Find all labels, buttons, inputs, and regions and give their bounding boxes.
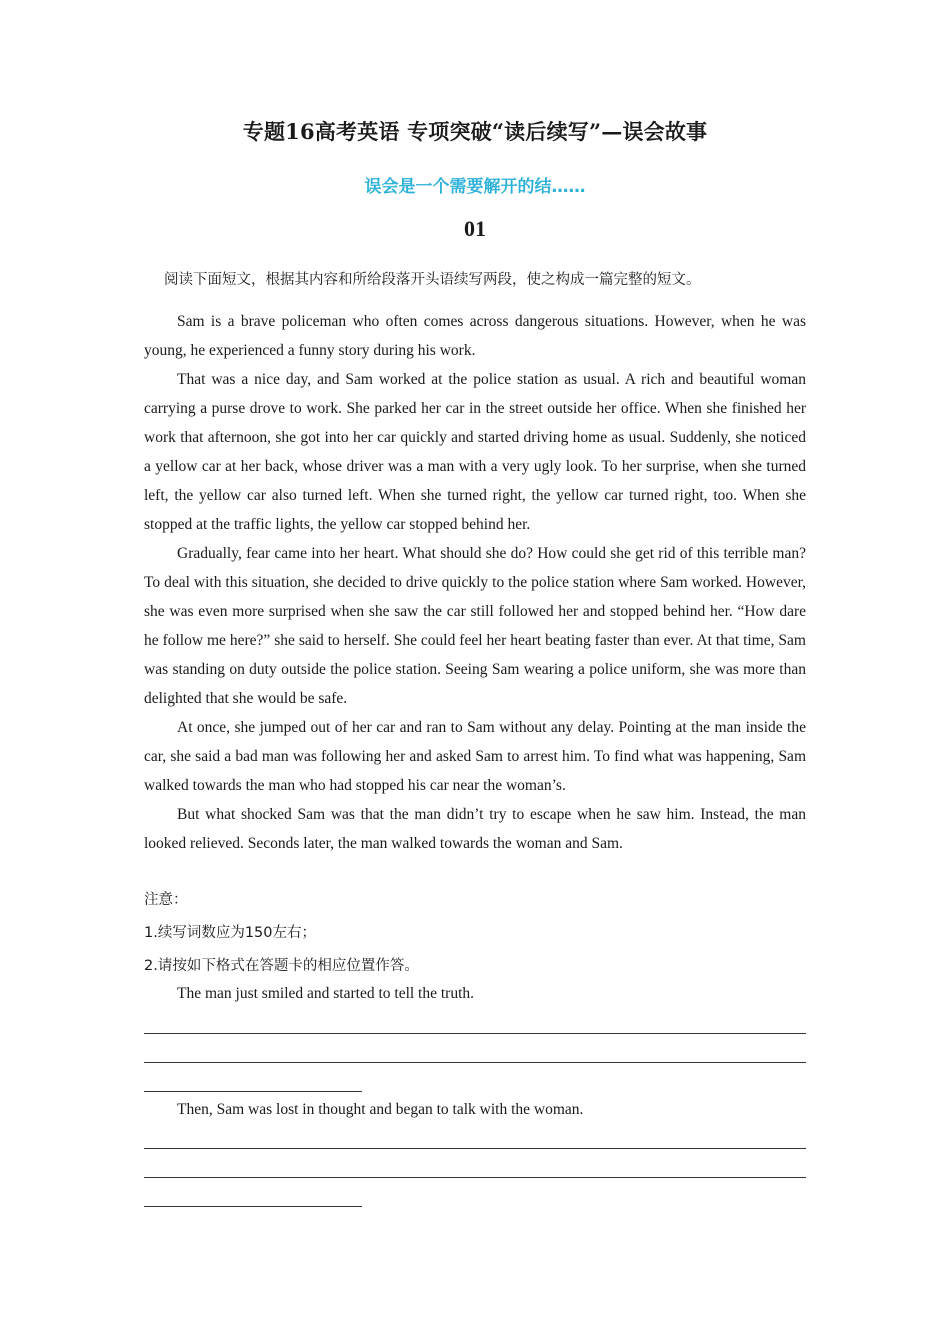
story-passage (144, 307, 806, 858)
notes-item-2: 2.请按如下格式在答题卡的相应位置作答。 (144, 958, 419, 974)
continuation-prompt-2: Then, Sam was lost in thought and began to talk with the woman. (177, 1101, 584, 1118)
task-instruction: 阅读下面短文，根据其内容和所给段落开头语续写两段，使之构成一篇完整的短文。 (164, 272, 701, 288)
continuation-prompt-1: The man just smiled and started to tell the truth. (177, 985, 475, 1002)
notes-item-1: 1.续写词数应为150左右； (144, 925, 317, 941)
document-title: 专题16高考英语 专项突破“读后续写”—误会故事 (242, 119, 708, 144)
answer-line (144, 1033, 806, 1034)
answer-line (144, 1206, 362, 1207)
story-paragraph-1: Sam is a brave policeman who often comes across dangerous situations. However, when he was young, he experienced a funny story during his work. (144, 313, 806, 359)
story-paragraph-4: At once, she jumped out of her car and ran to Sam without any delay. Pointing at the man inside the car, she said a bad man was following her and asked Sam to arrest him. To find what was happening, Sam walked towards the man who had stopped his car near the woman’s. (144, 719, 806, 794)
answer-line (144, 1177, 806, 1178)
story-paragraph-2: That was a nice day, and Sam worked at the police station as usual. A rich and beautiful woman carrying a purse drove to work. She parked her car in the street outside her office. When she finished her work that afternoon, she got into her car quickly and started driving home as usual. Suddenly, she noticed a yellow car at her back, whose driver was a man with a very ugly look. To her surprise, when she turned left, the yellow car also turned left. When she turned right, the yellow car turned right, too. When she stopped at the traffic lights, the yellow car stopped behind her. (144, 371, 806, 533)
story-paragraph-5: But what shocked Sam was that the man didn’t try to escape when he saw him. Instead, the man looked relieved. Seconds later, the man walked towards the woman and Sam. (144, 806, 806, 852)
section-number: 01 (464, 216, 486, 241)
answer-line (144, 1091, 362, 1092)
document-subtitle: 误会是一个需要解开的结…… (364, 177, 586, 197)
answer-line (144, 1062, 806, 1063)
notes-block (144, 884, 419, 983)
story-paragraph-3: Gradually, fear came into her heart. What should she do? How could she get rid of this terrible man? To deal with this situation, she decided to drive quickly to the police station where Sam worked. However, she was even more surprised when she saw the car still followed her and stopped behind her. “How dare he follow me here?” she said to herself. She could feel her heart beating faster than ever. At that time, Sam was standing on duty outside the police station. Seeing Sam wearing a police uniform, she was more than delighted that she would be safe. (144, 545, 806, 707)
answer-line (144, 1148, 806, 1149)
notes-heading: 注意： (144, 892, 188, 908)
